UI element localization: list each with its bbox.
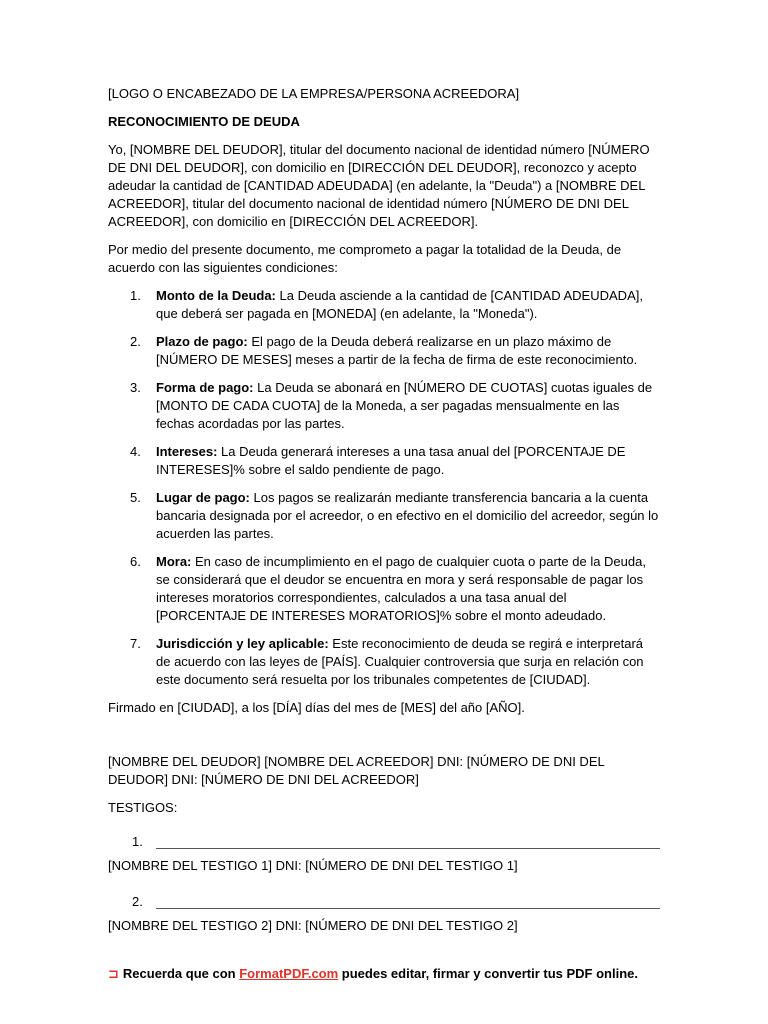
- condition-item: [108, 443, 660, 479]
- company-header-placeholder: [LOGO O ENCABEZADO DE LA EMPRESA/PERSONA ACREEDORA]: [108, 86, 520, 101]
- signature-line: [156, 848, 660, 849]
- condition-item: [108, 287, 660, 323]
- footer-text-before: Recuerda que con: [122, 966, 240, 981]
- condition-term: Monto de la Deuda:: [156, 288, 276, 303]
- condition-term: Lugar de pago:: [156, 490, 250, 505]
- condition-number: 2.: [130, 334, 141, 349]
- condition-term: Intereses:: [156, 444, 218, 459]
- signature-line: [156, 908, 660, 909]
- condition-number: 6.: [130, 554, 141, 569]
- witness-name: [NOMBRE DEL TESTIGO 1] DNI: [NÚMERO DE DNI DEL TESTIGO 1]: [108, 858, 518, 873]
- bracket-icon: ⊐: [108, 966, 119, 981]
- witness-number: 1.: [132, 834, 143, 849]
- document-title: RECONOCIMIENTO DE DEUDA: [108, 114, 300, 129]
- witness-signature-row: [108, 829, 660, 851]
- condition-term: Jurisdicción y ley aplicable:: [156, 636, 329, 651]
- conditions-list: [108, 287, 660, 689]
- commitment-paragraph: Por medio del presente documento, me comprometo a pagar la totalidad de la Deuda, de acuerdo con las siguientes condiciones:: [108, 242, 622, 275]
- condition-text: La Deuda generará intereses a una tasa anual del [PORCENTAJE DE INTERESES]% sobre el saldo pendiente de pago.: [156, 444, 626, 477]
- condition-text: Este reconocimiento de deuda se regirá e interpretará de acuerdo con las leyes de [PAÍS]. Cualquier controversia que surja en relación con este documento será resuelta por los tribunales competentes de [CIUDAD].: [156, 636, 644, 687]
- condition-item: [108, 553, 660, 625]
- witness-number: 2.: [132, 894, 143, 909]
- witness-signature-row: [108, 889, 660, 911]
- footer-promo: [108, 965, 638, 983]
- condition-item: [108, 333, 660, 369]
- condition-item: [108, 635, 660, 689]
- intro-paragraph: Yo, [NOMBRE DEL DEUDOR], titular del documento nacional de identidad número [NÚMERO DE DNI DEL DEUDOR], con domicilio en [DIRECCIÓN DEL DEUDOR], reconozco y acepto adeudar la cantidad de [CANTIDAD ADEUDADA] (en adelante, la "Deuda") a [NOMBRE DEL ACREEDOR], titular del documento nacional de identidad número [NÚMERO DE DNI DEL ACREEDOR], con domicilio en [DIRECCIÓN DEL ACREEDOR].: [108, 142, 650, 229]
- condition-term: Forma de pago:: [156, 380, 254, 395]
- condition-item: [108, 489, 660, 543]
- condition-text: La Deuda se abonará en [NÚMERO DE CUOTAS] cuotas iguales de [MONTO DE CADA CUOTA] de la Moneda, a ser pagadas mensualmente en las fechas acordadas por las partes.: [156, 380, 653, 431]
- condition-text: La Deuda asciende a la cantidad de [CANTIDAD ADEUDADA], que deberá ser pagada en [MONEDA] (en adelante, la "Moneda").: [156, 288, 643, 321]
- signatures-block: [NOMBRE DEL DEUDOR] [NOMBRE DEL ACREEDOR] DNI: [NÚMERO DE DNI DEL DEUDOR] DNI: [NÚMERO DE DNI DEL ACREEDOR]: [108, 754, 605, 787]
- witnesses-label: TESTIGOS:: [108, 800, 178, 815]
- condition-number: 5.: [130, 490, 141, 505]
- condition-number: 4.: [130, 444, 141, 459]
- witness-name: [NOMBRE DEL TESTIGO 2] DNI: [NÚMERO DE DNI DEL TESTIGO 2]: [108, 918, 518, 933]
- condition-number: 3.: [130, 380, 141, 395]
- condition-term: Plazo de pago:: [156, 334, 248, 349]
- formatpdf-link[interactable]: FormatPDF.com: [239, 966, 339, 981]
- condition-number: 1.: [130, 288, 141, 303]
- condition-term: Mora:: [156, 554, 192, 569]
- condition-item: [108, 379, 660, 433]
- condition-text: El pago de la Deuda deberá realizarse en un plazo máximo de [NÚMERO DE MESES] meses a partir de la fecha de firma de este reconocimiento.: [156, 334, 638, 367]
- condition-number: 7.: [130, 636, 141, 651]
- signed-place-date: Firmado en [CIUDAD], a los [DÍA] días del mes de [MES] del año [AÑO].: [108, 700, 525, 715]
- condition-text: En caso de incumplimiento en el pago de cualquier cuota o parte de la Deuda, se considerará que el deudor se encuentra en mora y será responsable de pagar los intereses moratorios correspondientes, calculados a una tasa anual del [PORCENTAJE DE INTERESES MORATORIOS]% sobre el monto adeudado.: [156, 554, 646, 623]
- condition-text: Los pagos se realizarán mediante transferencia bancaria a la cuenta bancaria designada por el acreedor, o en efectivo en el domicilio del acreedor, según lo acuerden las partes.: [156, 490, 659, 541]
- footer-text-after: puedes editar, firmar y convertir tus PDF online.: [338, 966, 638, 981]
